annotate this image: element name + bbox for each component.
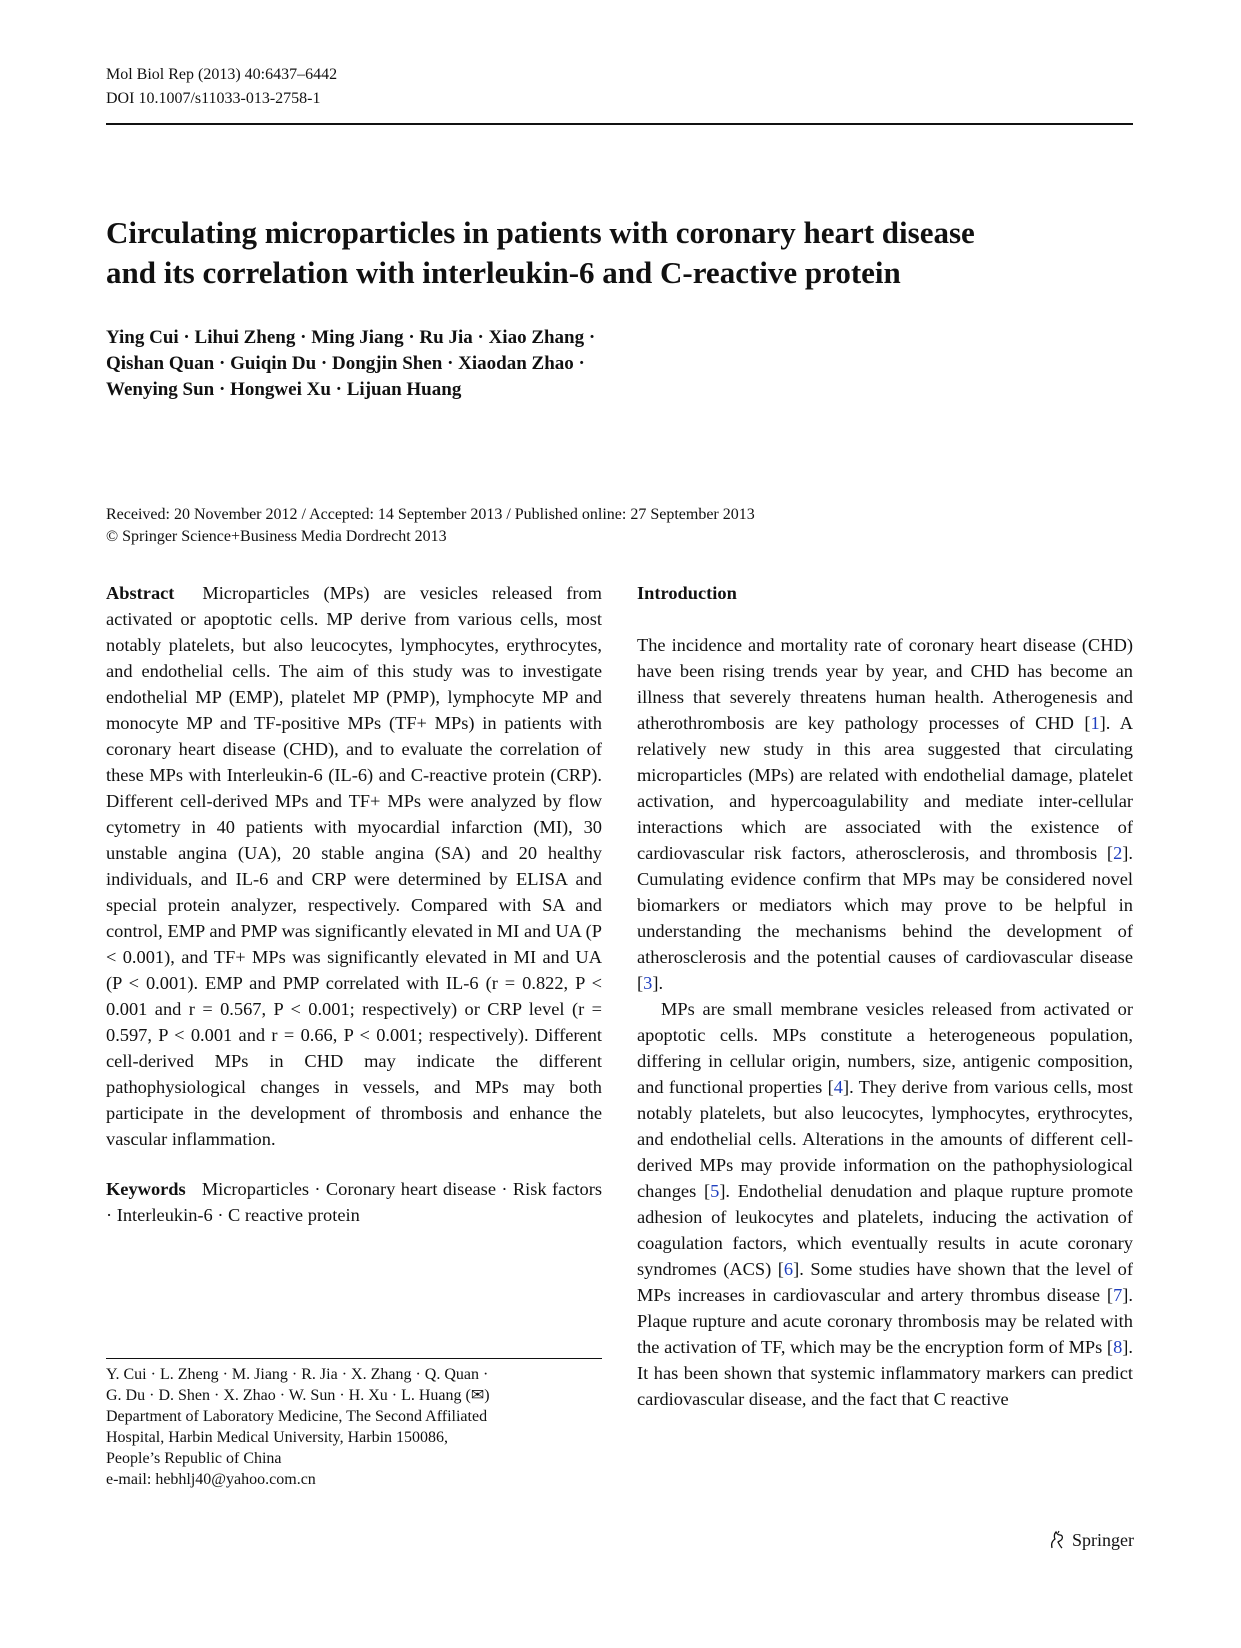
citation-link[interactable]: 3 xyxy=(643,973,653,993)
right-column xyxy=(637,580,1133,1412)
section-heading-introduction: Introduction xyxy=(637,583,737,603)
copyright-line: © Springer Science+Business Media Dordrecht 2013 xyxy=(106,528,447,545)
publication-dates xyxy=(106,504,755,548)
affiliation-department: Department of Laboratory Medicine, The Second Affiliated xyxy=(106,1408,488,1425)
publisher-name: Springer xyxy=(1072,1529,1134,1550)
abstract-text: Microparticles (MPs) are vesicles released from activated or apoptotic cells. MP derive from various cells, most notably platelets, but also leucocytes, lymphocytes, erythrocytes, and endothelial cells. The aim of this study was to investigate endothelial MP (EMP), platelet MP (PMP), lymphocyte MP and monocyte MP and TF-positive MPs (TF+ MPs) in patients with coronary heart disease (CHD), and to evaluate the correlation of these MPs with Interleukin-6 (IL-6) and C-reactive protein (CRP). Different cell-derived MPs and TF+ MPs were analyzed by flow cytometry in 40 patients with myocardial infarction (MI), 30 unstable angina (UA), 20 stable angina (SA) and 20 healthy individuals, and IL-6 and CRP were determined by ELISA and special protein analyzer, respectively. Compared with SA and control, EMP and PMP was significantly elevated in MI and UA (P < 0.001), and TF+ MPs was significantly elevated in MI and UA (P < 0.001). EMP and PMP correlated with IL-6 (r = 0.822, P < 0.001 and r = 0.567, P < 0.001; respectively) or CRP level (r = 0.597, P < 0.001 and r = 0.66, P < 0.001; respectively). Different cell-derived MPs in CHD may indicate the different pathophysiological changes in vessels, and MPs may both participate in the development of thrombosis and enhance the vascular inflammation. xyxy=(106,583,602,1149)
citation-link[interactable]: 7 xyxy=(1113,1285,1123,1305)
text-run: ]. It has been shown that systemic inflammatory markers can predict cardiovascular disease, and the fact that C reactive xyxy=(637,1337,1133,1409)
text-run: ]. Plaque rupture and acute coronary thrombosis may be related with the activation of TF, which may be the encryption form of MPs [ xyxy=(637,1285,1133,1357)
keywords-text: Microparticles · Coronary heart disease · Risk factors · Interleukin-6 · C reactive protein xyxy=(106,1179,602,1225)
affiliation-hospital: Hospital, Harbin Medical University, Harbin 150086, xyxy=(106,1429,449,1446)
history-dates: Received: 20 November 2012 / Accepted: 14 September 2013 / Published online: 27 September 2013 xyxy=(106,506,755,523)
citation-link[interactable]: 4 xyxy=(833,1077,843,1097)
header-divider xyxy=(106,123,1133,125)
text-run: ]. They derive from various cells, most notably platelets, but also leucocytes, lymphocytes, erythrocytes, and endothelial cells. Alterations in the amounts of different cell-derived MPs may provide information on the pathophysiological changes [ xyxy=(637,1077,1133,1201)
text-run: ]. A relatively new study in this area suggested that circulating microparticles (MPs) are related with endothelial damage, platelet activation, and hypercoagulability and mediate inter-cellular interactions which are associated with the existence of cardiovascular risk factors, atherosclerosis, and thrombosis [ xyxy=(637,713,1133,863)
text-run: The incidence and mortality rate of coronary heart disease (CHD) have been rising trends year by year, and CHD has become an illness that severely threatens human health. Atherogenesis and atherothrombosis are key pathology processes of CHD [ xyxy=(637,635,1133,733)
author-list xyxy=(106,325,595,403)
author-line: Ying Cui · Lihui Zheng · Ming Jiang · Ru Jia · Xiao Zhang · xyxy=(106,327,596,348)
citation-link[interactable]: 5 xyxy=(710,1181,720,1201)
title-line: Circulating microparticles in patients with coronary heart disease xyxy=(106,215,975,250)
doi: DOI 10.1007/s11033-013-2758-1 xyxy=(106,90,321,107)
keywords-heading: Keywords xyxy=(106,1179,186,1199)
text-run: MPs are small membrane vesicles released from activated or apoptotic cells. MPs constitute a heterogeneous population, differing in cellular origin, numbers, size, antigenic composition, and functional properties [ xyxy=(637,999,1133,1097)
keywords xyxy=(106,1176,602,1228)
intro-paragraph-2 xyxy=(637,996,1133,1412)
abstract-heading: Abstract xyxy=(106,583,175,603)
springer-horse-icon xyxy=(1046,1529,1068,1551)
abstract xyxy=(106,580,602,1152)
citation-link[interactable]: 6 xyxy=(783,1259,794,1279)
title-line: and its correlation with interleukin-6 and C-reactive protein xyxy=(106,255,901,290)
citation-link[interactable]: 8 xyxy=(1113,1337,1123,1357)
intro-paragraph-1 xyxy=(637,632,1133,996)
text-run: ]. Endothelial denudation and plaque rupture promote adhesion of leukocytes and platelets, inducing the activation of coagulation factors, which eventually results in acute coronary syndromes (ACS) [ xyxy=(637,1181,1133,1279)
paper-title xyxy=(106,213,1136,293)
affiliation-country: People’s Republic of China xyxy=(106,1450,282,1467)
text-run: ]. Some studies have shown that the level of MPs increases in cardiovascular and artery thrombus disease [ xyxy=(637,1259,1133,1305)
affiliation-authors: G. Du · D. Shen · X. Zhao · W. Sun · H. Xu · L. Huang (✉) xyxy=(106,1387,490,1404)
journal-citation: Mol Biol Rep (2013) 40:6437–6442 xyxy=(106,66,338,83)
affiliation-divider xyxy=(106,1358,602,1359)
author-line: Qishan Quan · Guiqin Du · Dongjin Shen · Xiaodan Zhao · xyxy=(106,353,585,374)
text-run: ]. xyxy=(652,973,664,993)
affiliation-block xyxy=(106,1364,490,1490)
citation-link[interactable]: 2 xyxy=(1113,843,1123,863)
journal-header xyxy=(106,63,337,111)
author-line: Wenying Sun · Hongwei Xu · Lijuan Huang xyxy=(106,379,462,400)
citation-link[interactable]: 1 xyxy=(1090,713,1100,733)
affiliation-authors: Y. Cui · L. Zheng · M. Jiang · R. Jia · X. Zhang · Q. Quan · xyxy=(106,1366,489,1383)
publisher-mark xyxy=(1046,1529,1134,1551)
affiliation-email[interactable]: e-mail: hebhlj40@yahoo.com.cn xyxy=(106,1471,316,1488)
text-run: ]. Cumulating evidence confirm that MPs may be considered novel biomarkers or mediators which may prove to be helpful in understanding the mechanisms behind the development of atherosclerosis and the potential causes of cardiovascular disease [ xyxy=(637,843,1133,993)
left-column xyxy=(106,580,602,1228)
